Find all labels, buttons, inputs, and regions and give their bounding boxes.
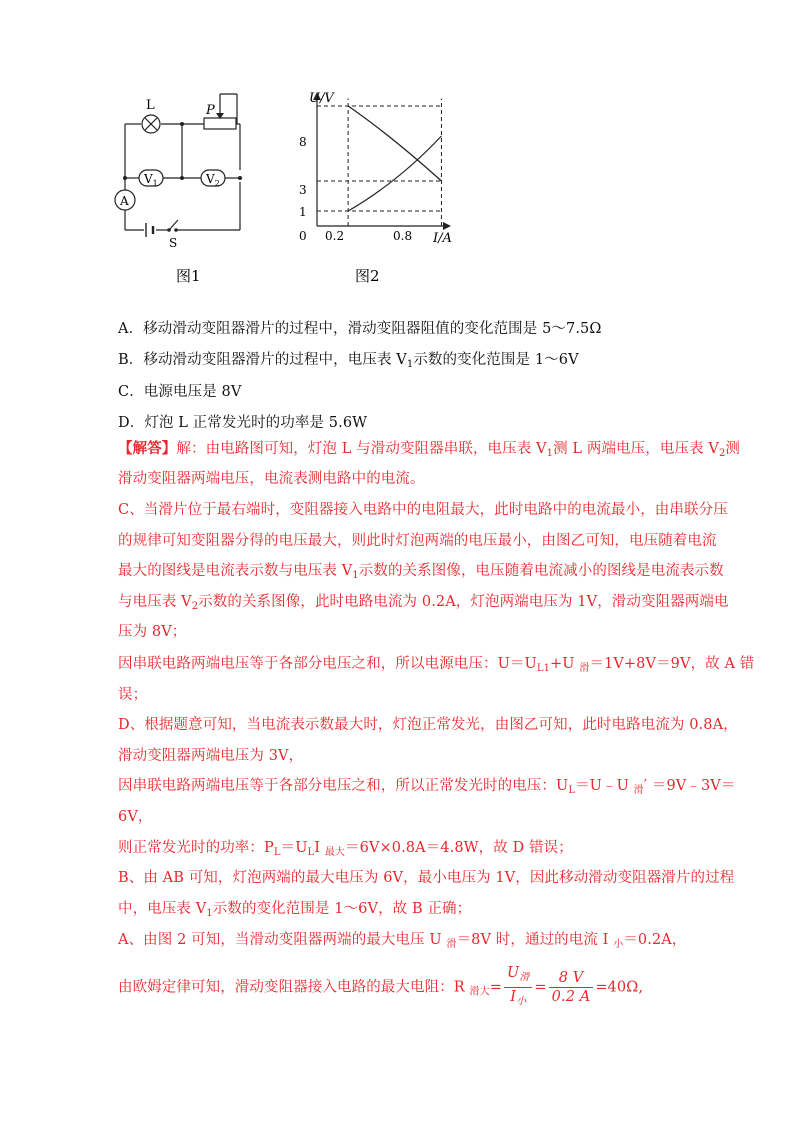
series-curve-2 [348,136,441,211]
lamp-label: L [146,98,155,113]
option-d: D．灯泡 L 正常发光时的功率是 5.6W [118,415,368,431]
v1-label: $V_1$ [144,172,158,188]
series-curve-1 [348,106,441,181]
answer-line-12: 因串联电路两端电压等于各部分电压之和，所以正常发光时的电压：$U_L=U﹣U$ $_滑$′ ＝9V﹣3V＝ [118,778,736,796]
answer-line-5: 最大的图线是电流表示数与电压表 $V_1$示数的关系图像，电压随着电流减小的图线是电流表示数 [118,563,724,581]
answer-line-3: C、当滑片位于最右端时，变阻器接入电路中的电阻最大，此时电路中的电流最小，由串联分压 [118,502,728,518]
origin-label: 0 [299,229,307,243]
answer-line-6: 与电压表 $V_2$示数的关系图像，此时电路电流为 0.2A，灯泡两端电压为 1V，滑动变阻器两端电 [118,594,729,612]
answer-line-18: 由欧姆定律可知，滑动变阻器接入电路的最大电阻：R $_{滑大}$= $\frac{U_滑}{I_小}$ = $\frac{8 V}{0.2 A}$ =40Ω, [118,964,643,1011]
figure1-caption: 图1 [176,267,201,285]
circuit-diagram [108,92,258,252]
y-tick-8: 8 [299,135,307,149]
option-a: A．移动滑动变阻器滑片的过程中，滑动变阻器阻值的变化范围是 5～7.5Ω [118,321,602,337]
answer-line-10: D、根据题意可知，当电流表示数最大时，灯泡正常发光，由图乙可知，此时电路电流为 0.8A， [118,717,738,733]
answer-line-11: 滑动变阻器两端电压为 3V， [118,748,304,764]
slider-label: P [206,103,215,118]
answer-line-15: B、由 AB 可知，灯泡两端的最大电压为 6V，最小电压为 1V，因此移动滑动变阻器滑片的过程 [118,870,735,886]
u-i-graph [285,88,470,248]
answer-line-17: A、由图 2 可知，当滑动变阻器两端的最大电压 U $_滑$＝8V 时，通过的电流 I $_小$＝0.2A， [118,932,687,950]
answer-line-2: 滑动变阻器两端电压，电流表测电路中的电流。 [118,471,425,487]
ammeter-label: A [120,194,129,208]
y-axis-label: U/V [309,91,334,106]
y-tick-3: 3 [299,183,307,197]
answer-line-9: 误； [118,687,148,703]
x-tick-0.2: 0.2 [325,229,345,243]
option-b: B．移动滑动变阻器滑片的过程中，电压表 $V_1$示数的变化范围是 1～6V [118,352,579,370]
lamp-symbol [142,115,160,133]
switch-label: S [169,236,178,250]
option-c: C．电源电压是 8V [118,384,242,400]
x-tick-0.8: 0.8 [393,229,413,243]
answer-tag: 【解答】 [118,440,177,457]
rheostat-symbol [204,118,236,129]
answer-line-16: 中，电压表 $V_1$示数的变化范围是 1～6V，故 B 正确； [118,901,472,919]
answer-line-4: 的规律可知变阻器分得的电压最大，则此时灯泡两端的电压最小，由图乙可知，电压随着电流 [118,533,717,549]
answer-line-7: 压为 8V； [118,624,187,640]
answer-line-14: 则正常发光时的功率：$P_L=U_LI$ $_{最大}$＝6V×0.8A＝4.8W，故 D 错误； [118,840,573,858]
fraction-8v-over-0.2a: $\frac{8 V}{0.2 A}$ [549,969,594,1006]
v2-label: $V_2$ [206,172,220,188]
x-axis-label: I/A [433,231,452,246]
fraction-u-over-i: $\frac{U_滑}{I_小}$ [504,964,532,1011]
answer-line-1: 【解答】解：由电路图可知，灯泡 L 与滑动变阻器串联，电压表 $V_1$测 L 两端电压，电压表 $V_2$测 [118,440,741,459]
y-tick-1: 1 [299,205,307,219]
answer-line-13: 6V， [118,809,153,825]
figure2-caption: 图2 [355,267,380,285]
answer-line-8: 因串联电路两端电压等于各部分电压之和，所以电源电压：$U=U_{L1}+U$ $_滑$＝1V+8V＝9V，故 A 错 [118,656,755,674]
